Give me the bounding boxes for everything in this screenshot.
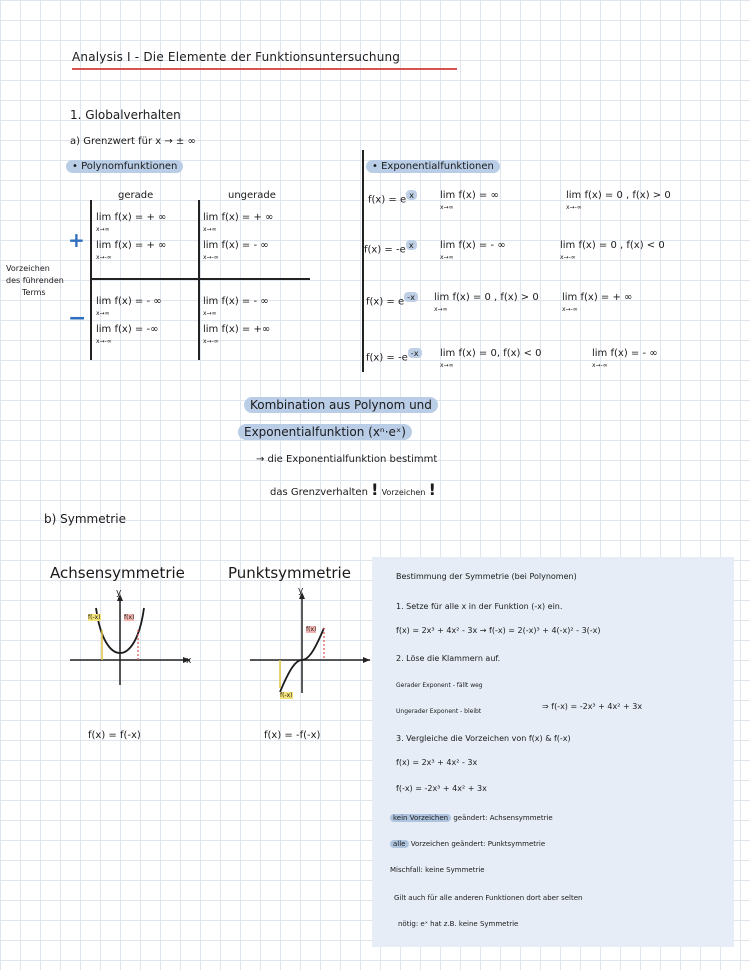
achsen-x-label: x [186,656,192,666]
lim-sub: x→∞ [203,226,217,233]
lim-minus-gerade-1: lim f(x) = - ∞ [96,296,162,307]
section-globalverhalten: 1. Globalverhalten [70,108,181,122]
exp-divider [362,150,364,372]
exp-row-2-limit-neg: lim f(x) = 0 , f(x) < 0 [560,240,665,251]
exp-row-3-limit-neg: lim f(x) = + ∞ [562,292,633,303]
lim-sub: x→-∞ [203,254,219,261]
combination-line-4: das Grenzverhalten ! Vorzeichen ! [270,480,436,499]
box-step3: 3. Vergleiche die Vorzeichen von f(x) & f(-x) [396,734,571,743]
plus-sign: + [68,228,85,252]
side-label-2: des führenden [6,276,64,285]
box-note-1: Gilt auch für alle anderen Funktionen dort aber selten [394,894,583,902]
box-conclusion-1: kein Vorzeichen geändert: Achsensymmetrie [390,814,553,822]
exp-row-1-limit-pos: lim f(x) = ∞ [440,190,499,201]
exp-heading: • Exponentialfunktionen [366,160,500,173]
box-heading: Bestimmung der Symmetrie (bei Polynomen) [396,572,577,581]
lim-minus-gerade-2: lim f(x) = -∞ [96,324,159,335]
box-step1: 1. Setze für alle x in der Funktion (-x) ein. [396,602,563,611]
combination-line-2: Exponentialfunktion (xⁿ·eˣ) [238,424,412,440]
exp-row-1-function: f(x) = e $^x$ [368,190,417,205]
col-gerade: gerade [118,190,154,201]
achsen-label-left: f(-x) [88,614,101,621]
punkt-label-top: f(x) [306,626,317,633]
lim-sub: x→-∞ [96,338,112,345]
box-step2: 2. Löse die Klammern auf. [396,654,501,663]
exp-row-1-limit-neg: lim f(x) = 0 , f(x) > 0 [566,190,671,201]
exp-row-4-function: f(x) = -e $^{-x}$ [366,348,422,363]
lim-sub: x→∞ [96,310,110,317]
box-rule1: Gerader Exponent - fällt weg [396,682,483,689]
lim-sub: x→∞ [440,254,454,261]
title-underline [72,68,457,70]
lim-sub: x→∞ [434,306,448,313]
box-conclusion-2: alle Vorzeichen geändert: Punktsymmetrie [390,840,545,848]
table-divider-horizontal [90,278,310,280]
side-label-3: Terms [22,288,46,297]
combination-line-3: → die Exponentialfunktion bestimmt [256,454,438,465]
table-divider-middle [198,200,200,360]
box-conclusion-3: Mischfall: keine Symmetrie [390,866,485,874]
lim-sub: x→∞ [96,226,110,233]
box-rule2: Ungerader Exponent - bleibt [396,708,482,715]
box-eq2: ⇒ f(-x) = -2x³ + 4x² + 3x [542,702,643,711]
subsection-symmetrie: b) Symmetrie [44,512,126,526]
page-title: Analysis I - Die Elemente der Funktionsuntersuchung [72,50,401,64]
punkt-label-bottom: f(-x) [280,692,293,699]
punktsymmetrie-graph [240,588,380,698]
box-eq3: f(x) = 2x³ + 4x² - 3x [396,758,478,767]
lim-sub: x→-∞ [203,338,219,345]
exp-row-3-limit-pos: lim f(x) = 0 , f(x) > 0 [434,292,539,303]
lim-sub: x→∞ [203,310,217,317]
lim-minus-ungerade-2: lim f(x) = +∞ [203,324,271,335]
combination-line-1: Kombination aus Polynom und [244,397,438,413]
lim-sub: x→-∞ [560,254,576,261]
achsensymmetrie-label: Achsensymmetrie [50,564,185,582]
lim-plus-ungerade-1: lim f(x) = + ∞ [203,212,274,223]
lim-plus-gerade-2: lim f(x) = + ∞ [96,240,167,251]
lim-sub: x→-∞ [562,306,578,313]
punktsymmetrie-label: Punktsymmetrie [228,564,351,582]
lim-sub: x→-∞ [566,204,582,211]
punkt-y-label: y [298,586,304,596]
lim-sub: x→-∞ [96,254,112,261]
table-divider-left [90,200,92,360]
achsensymmetrie-graph [60,590,200,690]
box-note-2: nötig: eˣ hat z.B. keine Symmetrie [398,920,519,928]
lim-sub: x→∞ [440,204,454,211]
side-label-1: Vorzeichen [6,264,50,273]
box-eq4: f(-x) = -2x³ + 4x² + 3x [396,784,487,793]
achsen-label-right: f(x) [124,614,135,621]
exp-row-2-function: f(x) = -e $^x$ [364,240,417,255]
exp-row-4-limit-pos: lim f(x) = 0, f(x) < 0 [440,348,542,359]
minus-sign: − [68,306,87,331]
exp-row-4-limit-neg: lim f(x) = - ∞ [592,348,658,359]
subsection-grenzwert: a) Grenzwert für x → ± ∞ [70,136,196,147]
lim-minus-ungerade-1: lim f(x) = - ∞ [203,296,269,307]
achsen-formula: f(x) = f(-x) [88,730,141,741]
exp-row-3-function: f(x) = e $^{-x}$ [366,292,418,307]
box-eq1: f(x) = 2x³ + 4x² - 3x → f(-x) = 2(-x)³ + 4(-x)² - 3(-x) [396,626,601,635]
lim-plus-ungerade-2: lim f(x) = - ∞ [203,240,269,251]
punkt-formula: f(x) = -f(-x) [264,730,321,741]
achsen-y-label: y [116,588,122,598]
exp-row-2-limit-pos: lim f(x) = - ∞ [440,240,506,251]
symmetrie-box [372,557,734,947]
col-ungerade: ungerade [228,190,276,201]
lim-sub: x→-∞ [592,362,608,369]
polynom-heading: • Polynomfunktionen [66,160,183,173]
lim-plus-gerade-1: lim f(x) = + ∞ [96,212,167,223]
lim-sub: x→∞ [440,362,454,369]
